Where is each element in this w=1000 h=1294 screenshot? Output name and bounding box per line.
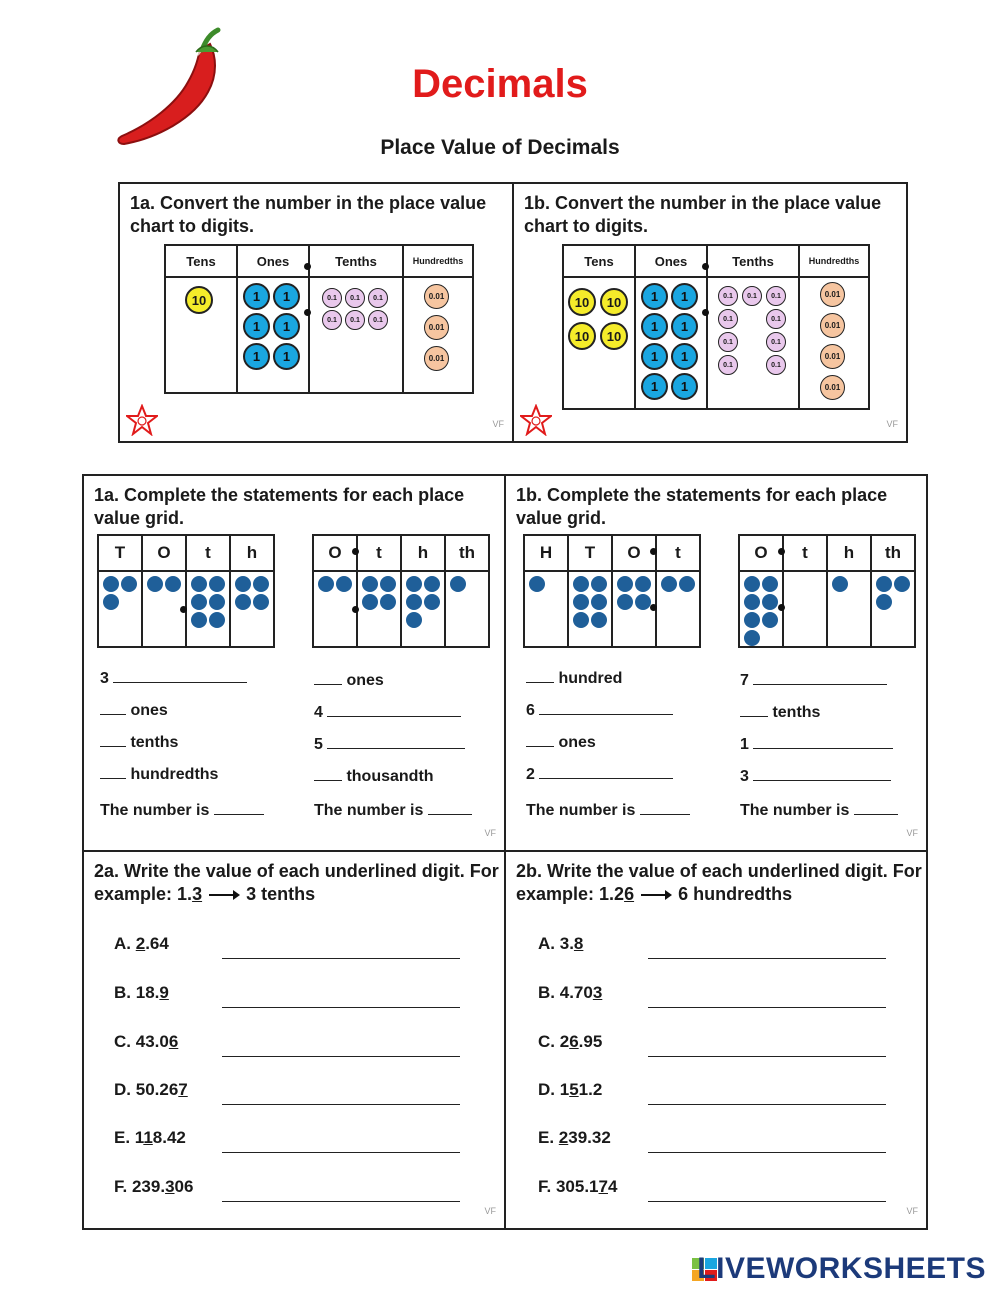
dot <box>191 576 207 592</box>
decimal-point <box>650 604 657 611</box>
item-a: A. 2.64 <box>114 934 169 953</box>
item-d: D. 151.2 <box>538 1080 603 1099</box>
statement: 6 <box>526 702 673 720</box>
dot <box>336 576 352 592</box>
dot <box>147 576 163 592</box>
tenth-coin: 0.1 <box>766 309 786 329</box>
answer-blank[interactable] <box>526 681 554 683</box>
tenth-coin: 0.1 <box>345 310 365 330</box>
dot <box>253 594 269 610</box>
dot-grid <box>523 534 701 648</box>
dot-cell <box>827 571 871 647</box>
col-header: Tens <box>165 245 237 277</box>
dot-cell <box>739 571 783 647</box>
dot-cell <box>357 571 401 647</box>
statement: 7 <box>740 672 887 690</box>
panel-title: 1a. Complete the statements for each place value grid. <box>94 485 465 528</box>
answer-blank[interactable] <box>539 713 673 715</box>
tenth-coin: 0.1 <box>368 288 388 308</box>
tenth-coin: 0.1 <box>742 286 762 306</box>
dot <box>191 612 207 628</box>
statement: hundred <box>526 670 622 688</box>
col-header: Tenths <box>309 245 403 277</box>
vf-mark: VF <box>484 1206 496 1216</box>
statement: hundredths <box>100 766 218 784</box>
dot <box>235 594 251 610</box>
hundredth-coin: 0.01 <box>820 282 845 307</box>
answer-line[interactable] <box>222 1201 460 1202</box>
dot <box>529 576 545 592</box>
statement: 1 <box>740 736 893 754</box>
dot-cell <box>568 571 612 647</box>
place-value-chart <box>164 244 474 394</box>
one-coin: 1 <box>641 373 668 400</box>
one-coin: 1 <box>273 313 300 340</box>
dot <box>209 576 225 592</box>
answer-blank[interactable] <box>854 813 898 815</box>
tens-cell <box>563 277 635 409</box>
convert-panel-1a <box>118 182 514 443</box>
col-header: Ones <box>237 245 309 277</box>
one-coin: 1 <box>641 313 668 340</box>
statement: ones <box>526 734 596 752</box>
tenth-coin: 0.1 <box>322 288 342 308</box>
answer-blank[interactable] <box>327 747 465 749</box>
dot <box>573 612 589 628</box>
decimal-point <box>650 548 657 555</box>
answer-blank[interactable] <box>740 715 768 717</box>
dot <box>832 576 848 592</box>
hundredths-cell <box>799 277 869 409</box>
dot <box>762 612 778 628</box>
panel-title: 2a. Write the value of each underlined digit. For example: 1.3 3 tenths <box>94 860 504 907</box>
answer-line[interactable] <box>648 1152 886 1153</box>
answer-line[interactable] <box>222 1007 460 1008</box>
complete-panel-1b <box>504 474 928 852</box>
dot <box>450 576 466 592</box>
dot-cell <box>98 571 142 647</box>
ten-coin: 10 <box>600 322 628 350</box>
dot-cell <box>401 571 445 647</box>
grid-header: h <box>401 535 445 571</box>
vf-mark: VF <box>906 1206 918 1216</box>
hundredths-cell <box>403 277 473 393</box>
statement: tenths <box>740 704 820 722</box>
ones-cell <box>635 277 707 409</box>
dot <box>406 576 422 592</box>
tenth-coin: 0.1 <box>718 286 738 306</box>
dot <box>744 594 760 610</box>
dot-cell <box>783 571 827 647</box>
answer-blank[interactable] <box>327 715 461 717</box>
answer-blank[interactable] <box>214 813 264 815</box>
item-c: C. 43.06 <box>114 1032 179 1051</box>
dot-cell <box>230 571 274 647</box>
dot <box>876 576 892 592</box>
decimal-point <box>180 606 187 613</box>
item-a: A. 3.8 <box>538 934 584 953</box>
col-header: Tenths <box>707 245 799 277</box>
dot <box>103 576 119 592</box>
answer-line[interactable] <box>648 1201 886 1202</box>
dot <box>635 576 651 592</box>
grid-header: h <box>827 535 871 571</box>
answer-line[interactable] <box>222 1056 460 1057</box>
grid-header: t <box>186 535 230 571</box>
answer-blank[interactable] <box>100 713 126 715</box>
statement: tenths <box>100 734 178 752</box>
place-value-chart <box>562 244 870 410</box>
number-is-statement: The number is <box>526 802 690 820</box>
grid-header: O <box>739 535 783 571</box>
one-coin: 1 <box>641 283 668 310</box>
dot <box>318 576 334 592</box>
panel-title: 1b. Convert the number in the place value chart to digits. <box>524 193 882 236</box>
dot <box>191 594 207 610</box>
dot <box>424 594 440 610</box>
dot-cell <box>656 571 700 647</box>
grid-header: t <box>656 535 700 571</box>
grid-header: T <box>568 535 612 571</box>
answer-blank[interactable] <box>428 813 472 815</box>
grid-header: O <box>612 535 656 571</box>
answer-blank[interactable] <box>753 683 887 685</box>
dot-cell <box>313 571 357 647</box>
dot <box>617 576 633 592</box>
answer-blank[interactable] <box>100 777 126 779</box>
grid-header: O <box>313 535 357 571</box>
vf-mark: VF <box>492 419 504 429</box>
panel-title: 2b. Write the value of each underlined digit. For example: 1.26 6 hundredths <box>516 860 926 907</box>
vf-mark: VF <box>906 828 918 838</box>
statement: thousandth <box>314 768 434 786</box>
col-header: Hundredths <box>799 245 869 277</box>
tenth-coin: 0.1 <box>766 286 786 306</box>
dot <box>876 594 892 610</box>
answer-blank[interactable] <box>113 681 247 683</box>
dot <box>103 594 119 610</box>
one-coin: 1 <box>273 283 300 310</box>
dot <box>894 576 910 592</box>
dot-grid <box>97 534 275 648</box>
dot <box>362 576 378 592</box>
grid-header: T <box>98 535 142 571</box>
one-coin: 1 <box>671 343 698 370</box>
item-d: D. 50.267 <box>114 1080 188 1099</box>
convert-panel-1b <box>512 182 908 443</box>
arrow-right-icon <box>207 884 241 907</box>
answer-blank[interactable] <box>526 745 554 747</box>
statement: 3 <box>100 670 247 688</box>
dot-grid <box>738 534 916 648</box>
tens-cell <box>165 277 237 393</box>
item-b: B. 4.703 <box>538 983 603 1002</box>
col-header: Tens <box>563 245 635 277</box>
dot <box>573 576 589 592</box>
hundredth-coin: 0.01 <box>424 284 449 309</box>
one-coin: 1 <box>671 313 698 340</box>
grid-header: t <box>357 535 401 571</box>
answer-line[interactable] <box>648 1007 886 1008</box>
answer-line[interactable] <box>222 1104 460 1105</box>
grid-header: th <box>871 535 915 571</box>
dot <box>209 594 225 610</box>
answer-blank[interactable] <box>314 779 342 781</box>
statement: 5 <box>314 736 465 754</box>
tenth-coin: 0.1 <box>718 355 738 375</box>
tenths-cell <box>707 277 799 409</box>
underlined-panel-2a <box>82 850 506 1230</box>
number-is-statement: The number is <box>314 802 472 820</box>
hundredth-coin: 0.01 <box>820 313 845 338</box>
decimal-point <box>304 309 311 316</box>
item-b: B. 18.9 <box>114 983 169 1002</box>
star-icon <box>520 404 552 436</box>
item-f: F. 305.174 <box>538 1177 618 1196</box>
grid-header: t <box>783 535 827 571</box>
item-e: E. 239.32 <box>538 1128 611 1147</box>
dot <box>362 594 378 610</box>
answer-blank[interactable] <box>753 747 893 749</box>
statement: 4 <box>314 704 461 722</box>
dot <box>573 594 589 610</box>
grid-header: th <box>445 535 489 571</box>
one-coin: 1 <box>671 283 698 310</box>
hundredth-coin: 0.01 <box>424 315 449 340</box>
dot <box>762 594 778 610</box>
dot <box>591 576 607 592</box>
tenth-coin: 0.1 <box>718 309 738 329</box>
dot <box>165 576 181 592</box>
panel-title: 1a. Convert the number in the place value chart to digits. <box>130 193 487 236</box>
answer-line[interactable] <box>222 1152 460 1153</box>
dot <box>744 630 760 646</box>
arrow-right-icon <box>639 884 673 907</box>
dot <box>617 594 633 610</box>
one-coin: 1 <box>671 373 698 400</box>
item-f: F. 239.306 <box>114 1177 194 1196</box>
answer-blank[interactable] <box>314 683 342 685</box>
answer-blank[interactable] <box>100 745 126 747</box>
dot <box>253 576 269 592</box>
item-c: C. 26.95 <box>538 1032 603 1051</box>
dot <box>635 594 651 610</box>
liveworksheets-logo[interactable]: LIVEWORKSHEETS <box>697 1252 986 1285</box>
dot <box>424 576 440 592</box>
answer-blank[interactable] <box>753 779 891 781</box>
tenth-coin: 0.1 <box>322 310 342 330</box>
number-is-statement: The number is <box>740 802 898 820</box>
ten-coin: 10 <box>568 288 596 316</box>
one-coin: 1 <box>243 343 270 370</box>
dot-cell <box>524 571 568 647</box>
panel-title: 1b. Complete the statements for each place value grid. <box>516 485 888 528</box>
dot-grid <box>312 534 490 648</box>
dot <box>380 576 396 592</box>
col-header: Ones <box>635 245 707 277</box>
one-coin: 1 <box>243 283 270 310</box>
hundredth-coin: 0.01 <box>424 346 449 371</box>
dot <box>679 576 695 592</box>
grid-header: h <box>230 535 274 571</box>
ones-cell <box>237 277 309 393</box>
dot <box>380 594 396 610</box>
answer-line[interactable] <box>222 958 460 959</box>
dot <box>744 612 760 628</box>
tenth-coin: 0.1 <box>766 355 786 375</box>
item-e: E. 118.42 <box>114 1128 186 1147</box>
grid-header: O <box>142 535 186 571</box>
answer-blank[interactable] <box>640 813 690 815</box>
underlined-panel-2b <box>504 850 928 1230</box>
grid-header: H <box>524 535 568 571</box>
number-is-statement: The number is <box>100 802 264 820</box>
dot <box>661 576 677 592</box>
tenth-coin: 0.1 <box>766 332 786 352</box>
one-coin: 1 <box>273 343 300 370</box>
answer-blank[interactable] <box>539 777 673 779</box>
hundredth-coin: 0.01 <box>820 375 845 400</box>
ten-coin: 10 <box>568 322 596 350</box>
dot <box>406 612 422 628</box>
tenth-coin: 0.1 <box>718 332 738 352</box>
page-title: Decimals <box>412 62 588 106</box>
statement: 2 <box>526 766 673 784</box>
decimal-point <box>778 604 785 611</box>
answer-line[interactable] <box>648 958 886 959</box>
decimal-point <box>778 548 785 555</box>
dot <box>406 594 422 610</box>
page-subtitle: Place Value of Decimals <box>380 136 620 159</box>
decimal-point <box>352 548 359 555</box>
col-header: Hundredths <box>403 245 473 277</box>
one-coin: 1 <box>641 343 668 370</box>
statement: 3 <box>740 768 891 786</box>
decimal-point <box>352 606 359 613</box>
answer-line[interactable] <box>648 1056 886 1057</box>
dot <box>762 576 778 592</box>
ten-coin: 10 <box>185 286 213 314</box>
dot-cell <box>445 571 489 647</box>
dot <box>209 612 225 628</box>
one-coin: 1 <box>243 313 270 340</box>
ten-coin: 10 <box>600 288 628 316</box>
star-icon <box>126 404 158 436</box>
vf-mark: VF <box>484 828 496 838</box>
dot-cell <box>186 571 230 647</box>
tenth-coin: 0.1 <box>345 288 365 308</box>
tenths-cell <box>309 277 403 393</box>
statement: ones <box>100 702 168 720</box>
tenth-coin: 0.1 <box>368 310 388 330</box>
vf-mark: VF <box>886 419 898 429</box>
hundredth-coin: 0.01 <box>820 344 845 369</box>
decimal-point <box>702 309 709 316</box>
answer-line[interactable] <box>648 1104 886 1105</box>
dot <box>591 612 607 628</box>
decimal-point <box>702 263 709 270</box>
dot-cell <box>871 571 915 647</box>
complete-panel-1a <box>82 474 506 852</box>
decimal-point <box>304 263 311 270</box>
dot <box>121 576 137 592</box>
dot <box>744 576 760 592</box>
dot <box>235 576 251 592</box>
dot <box>591 594 607 610</box>
statement: ones <box>314 672 384 690</box>
